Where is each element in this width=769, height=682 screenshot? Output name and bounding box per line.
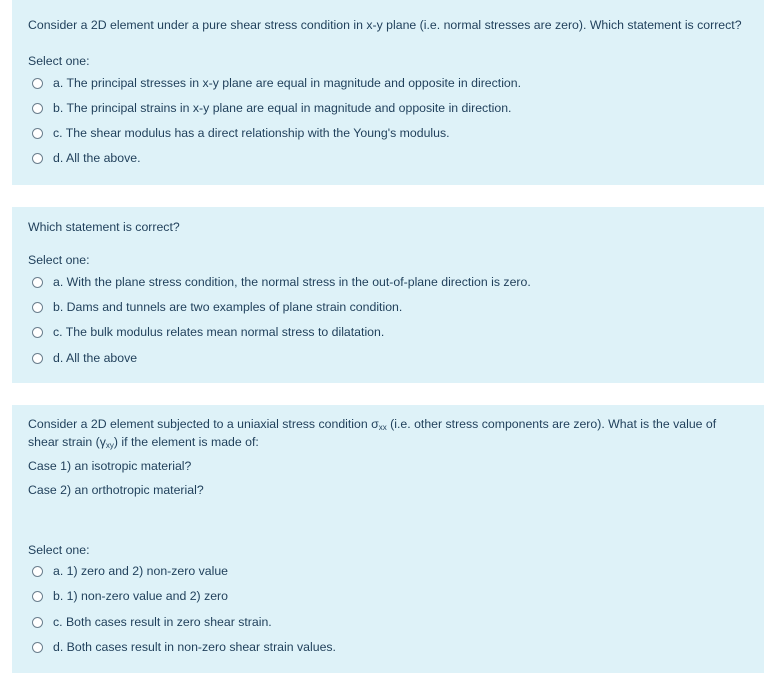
option-b[interactable] xyxy=(32,300,402,314)
option-c[interactable] xyxy=(32,325,384,339)
option-d[interactable] xyxy=(32,351,137,365)
option-label: a. The principal stresses in x-y plane are equal in magnitude and opposite in direction. xyxy=(53,76,522,90)
radio-button[interactable] xyxy=(32,327,43,338)
case-1-text: Case 1) an isotropic material? xyxy=(28,459,192,473)
option-label: b. The principal strains in x-y plane are equal in magnitude and opposite in direction. xyxy=(53,101,512,115)
radio-button[interactable] xyxy=(32,128,43,139)
option-b[interactable] xyxy=(32,589,228,603)
radio-button[interactable] xyxy=(32,566,43,577)
option-a[interactable] xyxy=(32,76,521,90)
option-label: c. Both cases result in zero shear strain. xyxy=(53,615,272,629)
question-text xyxy=(28,415,750,451)
radio-button[interactable] xyxy=(32,302,43,313)
question-text-part: ) if the element is made of: xyxy=(113,435,259,449)
gamma-symbol: γ xyxy=(99,435,106,449)
radio-button[interactable] xyxy=(32,591,43,602)
radio-button[interactable] xyxy=(32,277,43,288)
option-d[interactable] xyxy=(32,640,336,654)
radio-button[interactable] xyxy=(32,617,43,628)
question-card-2 xyxy=(12,207,764,383)
option-a[interactable] xyxy=(32,564,228,578)
question-card-3 xyxy=(12,405,764,673)
radio-button[interactable] xyxy=(32,103,43,114)
radio-button[interactable] xyxy=(32,153,43,164)
option-label: a. With the plane stress condition, the normal stress in the out-of-plane direction is zero. xyxy=(53,275,531,289)
select-one-label: Select one: xyxy=(28,54,90,68)
select-one-label: Select one: xyxy=(28,543,90,557)
option-a[interactable] xyxy=(32,275,531,289)
option-label: a. 1) zero and 2) non-zero value xyxy=(53,564,228,578)
sigma-symbol: σ xyxy=(371,417,379,431)
option-label: b. 1) non-zero value and 2) zero xyxy=(53,589,228,603)
question-text: Consider a 2D element under a pure shear stress condition in x-y plane (i.e. normal stresses are zero). Which statement is correct? xyxy=(28,18,742,32)
radio-button[interactable] xyxy=(32,78,43,89)
radio-button[interactable] xyxy=(32,642,43,653)
option-label: d. All the above xyxy=(53,351,138,365)
option-c[interactable] xyxy=(32,126,450,140)
gamma-subscript: xy xyxy=(105,441,114,450)
option-label: c. The shear modulus has a direct relationship with the Young's modulus. xyxy=(53,126,450,140)
option-d[interactable] xyxy=(32,151,141,165)
question-text: Which statement is correct? xyxy=(28,220,180,234)
option-label: d. Both cases result in non-zero shear strain values. xyxy=(53,640,336,654)
option-label: c. The bulk modulus relates mean normal stress to dilatation. xyxy=(53,325,385,339)
option-b[interactable] xyxy=(32,101,511,115)
option-c[interactable] xyxy=(32,615,272,629)
sigma-subscript: xx xyxy=(378,423,387,432)
option-label: d. All the above. xyxy=(53,151,141,165)
question-text-part: Consider a 2D element subjected to a uniaxial stress condition xyxy=(28,417,372,431)
radio-button[interactable] xyxy=(32,353,43,364)
question-text-part: (i.e. other stress components are zero). What is the value of shear strain ( xyxy=(28,417,717,449)
question-card-1 xyxy=(12,0,764,185)
select-one-label: Select one: xyxy=(28,253,90,267)
case-2-text: Case 2) an orthotropic material? xyxy=(28,483,204,497)
option-label: b. Dams and tunnels are two examples of plane strain condition. xyxy=(53,300,403,314)
